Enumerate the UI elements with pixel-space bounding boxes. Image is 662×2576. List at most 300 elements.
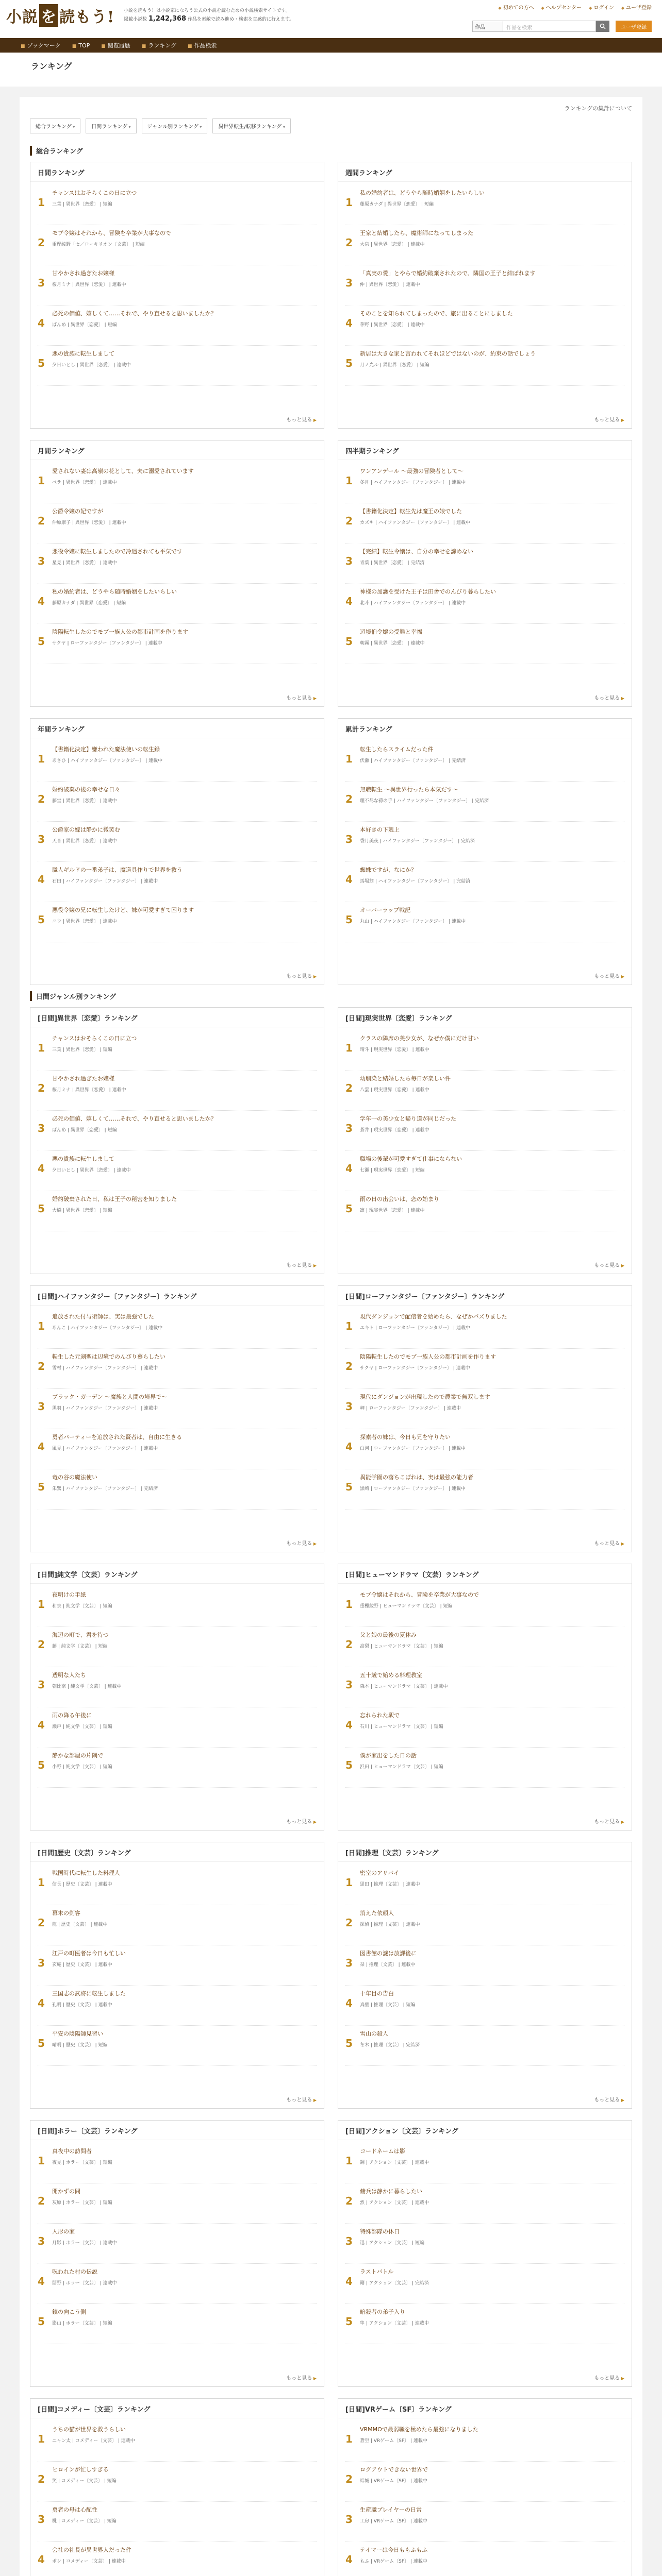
novel-title-link[interactable]: チャンスはおそらくこの日に立つ	[52, 190, 137, 196]
rank-number: 3	[38, 833, 45, 845]
toplink-beginner[interactable]: ◆ 初めての方へ	[498, 3, 534, 11]
novel-title-link[interactable]: ワンアンデール ～最強の冒険者として～	[360, 468, 464, 474]
novel-meta: ユキト | ローファンタジー〔ファンタジー〕 | 連載中	[360, 1326, 470, 1331]
tab-isekai[interactable]: 異世界転生/転移ランキング ▾	[212, 118, 291, 133]
ranking-item	[38, 2183, 317, 2224]
more-link[interactable]: もっと見る ▶	[594, 693, 624, 701]
novel-title-link[interactable]: 勇者の母は心配性	[52, 2506, 97, 2513]
novel-title-link[interactable]: 婚約破棄の後の幸せな日々	[52, 786, 120, 793]
ranking-list	[338, 738, 632, 945]
ranking-list	[30, 1584, 324, 1791]
ranking-list	[30, 738, 324, 945]
more-link[interactable]: もっと見る ▶	[594, 415, 624, 423]
rank-number: 2	[345, 236, 353, 249]
ranking-item	[345, 2462, 624, 2502]
novel-title-link[interactable]: ブラック・ガーデン ～魔族と人間の境界で～	[52, 1394, 168, 1400]
novel-meta: 蒼空 | VRゲーム〔SF〕 | 連載中	[360, 2438, 427, 2444]
item-body	[52, 866, 317, 897]
item-body	[360, 866, 624, 897]
nav-bookmark[interactable]: ■ ブックマーク	[21, 41, 61, 49]
rank-number: 1	[38, 1320, 45, 1332]
novel-meta: ユウ | 異世界〔恋愛〕 | 連載中	[52, 919, 117, 924]
item-body	[52, 1473, 317, 1505]
novel-title-link[interactable]: 僕が家出をした日の話	[360, 1752, 417, 1759]
novel-title-link[interactable]: 陰陽転生したのでモブ一族人公の都市計画を作ります	[360, 1353, 496, 1360]
ranking-item	[345, 1627, 624, 1667]
novel-title-link[interactable]: 父と娘の最後の夏休み	[360, 1632, 417, 1638]
search-input[interactable]: 作品を検索	[503, 21, 596, 32]
novel-title-link[interactable]: 図書館の謎は放課後に	[360, 1950, 417, 1957]
novel-title-link[interactable]: 会社の社長が異世界人だった件	[52, 2547, 131, 2553]
item-body	[52, 189, 317, 221]
novel-title-link[interactable]: ログアウトできない世界で	[360, 2466, 428, 2473]
novel-title-link[interactable]: 職人ギルドの一番弟子は、魔道具作りで世界を救う	[52, 867, 183, 873]
novel-meta: 烈 | アクション〔文芸〕 | 連載中	[360, 2200, 429, 2206]
novel-title-link[interactable]: 【完結】転生令嬢は、自分の幸せを諦めない	[360, 548, 473, 555]
novel-title-link[interactable]: 甘やかされ過ぎたお嬢様	[52, 1075, 114, 1082]
more-link[interactable]: もっと見る ▶	[594, 1261, 624, 1268]
novel-title-link[interactable]: 新居は大きな家と言われてそれほどではないのが、約束の話でしょう	[360, 350, 536, 357]
panel-title: 月間ランキング	[30, 440, 324, 460]
novel-title-link[interactable]: テイマーは今日ももふもふ	[360, 2547, 428, 2553]
novel-meta: 高梨 | ヒューマンドラマ〔文芸〕 | 短編	[360, 1644, 443, 1649]
novel-title-link[interactable]: 王家と結婚したら、魔術師になってしまった	[360, 230, 473, 236]
novel-title-link[interactable]: 江戸の町医者は今日も忙しい	[52, 1950, 126, 1957]
novel-meta: 迅 | アクション〔文芸〕 | 短編	[360, 2241, 425, 2246]
rank-number: 4	[38, 1162, 45, 1175]
rank-number: 3	[345, 833, 353, 845]
more-link[interactable]: もっと見る ▶	[286, 1539, 317, 1547]
rank-number: 4	[38, 317, 45, 329]
panel-title: [日間]歴史〔文芸〕ランキング	[30, 1842, 324, 1862]
more-link[interactable]: もっと見る ▶	[286, 972, 317, 979]
novel-meta: 凛 | 現実世界〔恋愛〕 | 連載中	[360, 1208, 425, 1213]
more-link[interactable]: もっと見る ▶	[286, 2095, 317, 2103]
ranking-panel	[338, 1564, 632, 1831]
ranking-item	[345, 1349, 624, 1389]
novel-title-link[interactable]: 「真実の愛」とやらで婚約破棄されたので、隣国の王子と結ばれます	[360, 270, 536, 277]
panel-title: 四半期ランキング	[338, 440, 632, 460]
rank-number: 3	[345, 1679, 353, 1691]
item-body	[360, 1752, 624, 1783]
novel-title-link[interactable]: ヒロインが忙しすぎる	[52, 2466, 109, 2473]
novel-meta: 星見 | 異世界〔恋愛〕 | 連載中	[52, 561, 117, 566]
item-body	[360, 2147, 624, 2179]
novel-title-link[interactable]: 辺境伯令嬢の受難と幸福	[360, 629, 422, 635]
ranking-item	[38, 1865, 317, 1905]
ranking-list	[30, 1306, 324, 1513]
panel-title: [日間]ホラー〔文芸〕ランキング	[30, 2121, 324, 2140]
novel-meta: 朱鷺 | ハイファンタジー〔ファンタジー〕 | 完結済	[52, 1486, 158, 1492]
novel-meta: 茅野 | 異世界〔恋愛〕 | 連載中	[360, 323, 425, 328]
item-body	[360, 1035, 624, 1066]
more-link[interactable]: もっと見る ▶	[594, 2374, 624, 2381]
novel-title-link[interactable]: 私の婚約者は、どうやら随時婚姻をしたいらしい	[360, 190, 485, 196]
rank-number: 3	[38, 555, 45, 567]
item-body	[360, 1671, 624, 1703]
novel-title-link[interactable]: 悪役令嬢の兄に転生したけど、妹が可愛すぎて困ります	[52, 907, 194, 913]
item-body	[360, 1909, 624, 1941]
item-body	[360, 1115, 624, 1146]
novel-title-link[interactable]: 消えた依頼人	[360, 1910, 394, 1917]
novel-count: 1,242,368	[148, 15, 187, 23]
rank-number: 5	[38, 357, 45, 369]
panel-title: 週間ランキング	[338, 162, 632, 182]
more-link[interactable]: もっと見る ▶	[286, 2374, 317, 2381]
rank-number: 3	[345, 555, 353, 567]
item-body	[360, 628, 624, 659]
search-type-select[interactable]: 作品	[472, 21, 503, 32]
more-link[interactable]: もっと見る ▶	[594, 1539, 624, 1547]
rank-number: 3	[345, 2235, 353, 2247]
novel-title-link[interactable]: チャンスはおそらくこの日に立つ	[52, 1035, 137, 1042]
rank-number: 5	[345, 1759, 353, 1771]
novel-title-link[interactable]: 公爵家の嫁は静かに微笑む	[52, 826, 120, 833]
ranking-item	[38, 1627, 317, 1667]
ranking-item	[38, 1748, 317, 1788]
ranking-item	[345, 1707, 624, 1748]
novel-title-link[interactable]: 特殊部隊の休日	[360, 2228, 400, 2235]
ranking-item	[38, 584, 317, 624]
novel-title-link[interactable]: 甘やかされ過ぎたお嬢様	[52, 270, 114, 277]
rank-number: 1	[345, 753, 353, 765]
site-header	[0, 0, 662, 38]
novel-meta: 大泉 | 異世界〔恋愛〕 | 連載中	[360, 242, 425, 247]
novel-meta: 藤原カナダ | 異世界〔恋愛〕 | 短編	[360, 202, 434, 207]
toplink-register[interactable]: ◆ ユーザ登録	[621, 3, 652, 11]
novel-meta: 藤堂 | 異世界〔恋愛〕 | 連載中	[52, 799, 117, 804]
ranking-panel	[338, 1842, 632, 2109]
novel-title-link[interactable]: コードネームは影	[360, 2148, 405, 2155]
rank-number: 1	[38, 2155, 45, 2167]
novel-title-link[interactable]: 婚約破棄された日、私は王子の秘密を知りました	[52, 1196, 177, 1202]
ranking-panel	[30, 1285, 324, 1552]
rank-number: 3	[345, 2513, 353, 2526]
ranking-panel	[30, 718, 324, 985]
novel-meta: 晴斗 | 現実世界〔恋愛〕 | 連載中	[360, 1047, 429, 1053]
novel-meta: 龍 | 歴史〔文芸〕 | 連載中	[52, 1922, 108, 1927]
ranking-tabs	[30, 118, 632, 133]
novel-title-link[interactable]: 必死の価値、嬉しくて……それで、やり直せると思いましたか？	[52, 310, 217, 317]
item-body	[360, 2268, 624, 2299]
novel-title-link[interactable]: 鏡の向こう側	[52, 2309, 86, 2315]
ranking-item	[345, 1905, 624, 1945]
ranking-item	[345, 265, 624, 306]
ranking-panel	[30, 162, 324, 429]
ranking-item	[345, 346, 624, 386]
panel-title: [日間]異世界〔恋愛〕ランキング	[30, 1008, 324, 1027]
novel-title-link[interactable]: 平安の陰陽師見習い	[52, 2030, 103, 2037]
rank-number: 2	[345, 2195, 353, 2207]
novel-title-link[interactable]: 神様の加護を受けた王子は田舎でのんびり暮らしたい	[360, 588, 496, 595]
novel-meta: 森本 | ヒューマンドラマ〔文芸〕 | 連載中	[360, 1684, 448, 1689]
novel-title-link[interactable]: 悪役令嬢に転生しましたので冷遇されても平気です	[52, 548, 183, 555]
item-body	[52, 1035, 317, 1066]
novel-meta: 冬月 | ハイファンタジー〔ファンタジー〕 | 連載中	[360, 480, 466, 485]
novel-title-link[interactable]: 三国志の武将に転生しました	[52, 1990, 126, 1997]
novel-title-link[interactable]: 竜の谷の魔法使い	[52, 1474, 97, 1481]
ranking-item	[38, 346, 317, 386]
novel-title-link[interactable]: 転生したらスライムだった件	[360, 746, 434, 753]
novel-meta: 白河 | ローファンタジー〔ファンタジー〕 | 連載中	[360, 1446, 466, 1451]
item-body	[360, 507, 624, 539]
ranking-item	[38, 1587, 317, 1627]
item-body	[360, 2308, 624, 2340]
item-body	[360, 588, 624, 619]
page-title: ランキング	[31, 61, 72, 71]
more-link[interactable]: もっと見る ▶	[594, 1817, 624, 1825]
novel-title-link[interactable]: 忘れられた駅で	[360, 1712, 400, 1719]
novel-title-link[interactable]: クラスの隣席の美少女が、なぜか僕にだけ甘い	[360, 1035, 479, 1042]
novel-title-link[interactable]: 愛されない妻は高嶺の花として、夫に溺愛されています	[52, 468, 194, 474]
panel-title: [日間]コメディー〔文芸〕ランキング	[30, 2399, 324, 2418]
novel-title-link[interactable]: 夜明けの手紙	[52, 1591, 86, 1598]
item-body	[360, 1990, 624, 2021]
novel-title-link[interactable]: 公爵令嬢の妃ですが	[52, 508, 103, 515]
novel-title-link[interactable]: 現代ダンジョンで配信者を始めたら、なぜかバズりました	[360, 1313, 507, 1320]
novel-title-link[interactable]: 真夜中の訪問者	[52, 2148, 92, 2155]
rank-number: 3	[345, 277, 353, 289]
ranking-item	[345, 1151, 624, 1191]
ranking-item	[38, 2542, 317, 2576]
rank-number: 1	[38, 474, 45, 487]
novel-title-link[interactable]: 蜘蛛ですが、なにか？	[360, 867, 417, 873]
rank-number: 3	[38, 1122, 45, 1134]
item-body	[360, 2466, 624, 2497]
item-body	[52, 1195, 317, 1227]
novel-title-link[interactable]: 五十歳で始める料理教室	[360, 1672, 422, 1679]
novel-title-link[interactable]: 戦国時代に転生した料理人	[52, 1870, 120, 1876]
ranking-item	[345, 1986, 624, 2026]
novel-meta: 桜月ミナ | 異世界〔恋愛〕 | 連載中	[52, 282, 126, 287]
novel-title-link[interactable]: 海辺の町で、君を待つ	[52, 1632, 109, 1638]
more-link[interactable]: もっと見る ▶	[286, 415, 317, 423]
rank-number: 5	[345, 1202, 353, 1215]
novel-title-link[interactable]: うちの猫が世界を救うらしい	[52, 2426, 126, 2433]
item-body	[360, 1433, 624, 1465]
ranking-item	[345, 225, 624, 265]
ranking-panel	[338, 718, 632, 985]
novel-title-link[interactable]: 現代にダンジョンが出現したので農業で無双します	[360, 1394, 490, 1400]
novel-title-link[interactable]: 傭兵は静かに暮らしたい	[360, 2188, 422, 2195]
item-body	[360, 1075, 624, 1106]
novel-title-link[interactable]: 【書籍化決定】転生先は魔王の娘でした	[360, 508, 462, 515]
novel-meta: 笑 | コメディー〔文芸〕 | 短編	[52, 2479, 117, 2484]
panel-title: [日間]現実世界〔恋愛〕ランキング	[338, 1008, 632, 1027]
novel-title-link[interactable]: 【書籍化決定】嫌われた魔法使いの転生録	[52, 746, 160, 753]
item-body	[360, 2546, 624, 2576]
rank-number: 5	[345, 913, 353, 926]
rank-number: 4	[345, 1719, 353, 1731]
novel-title-link[interactable]: 追放された付与術師は、実は最強でした	[52, 1313, 154, 1320]
rank-number: 2	[38, 515, 45, 527]
novel-title-link[interactable]: そのことを知られてしまったので、旅に出ることにしました	[360, 310, 513, 317]
ranking-item	[345, 1111, 624, 1151]
novel-meta: 丸山 | ハイファンタジー〔ファンタジー〕 | 連載中	[360, 919, 466, 924]
ranking-item	[38, 1389, 317, 1429]
novel-title-link[interactable]: 転生した元剣聖は辺境でのんびり暮らしたい	[52, 1353, 166, 1360]
ranking-item	[38, 741, 317, 782]
rank-number: 2	[38, 1082, 45, 1094]
ranking-item	[38, 1945, 317, 1986]
novel-title-link[interactable]: 生産職プレイヤーの日常	[360, 2506, 422, 2513]
item-body	[52, 1075, 317, 1106]
novel-meta: 香月美夜 | ハイファンタジー〔ファンタジー〕 | 完結済	[360, 839, 475, 844]
nav-search[interactable]: ■ 作品検索	[188, 41, 217, 49]
more-link[interactable]: もっと見る ▶	[594, 2095, 624, 2103]
ranking-item	[345, 463, 624, 503]
novel-title-link[interactable]: 学年一の美少女と帰り道が同じだった	[360, 1115, 456, 1122]
item-body	[52, 1869, 317, 1901]
novel-title-link[interactable]: 雪山の殺人	[360, 2030, 388, 2037]
item-body	[360, 269, 624, 301]
novel-meta: 石田 | ハイファンタジー〔ファンタジー〕 | 連載中	[52, 879, 158, 884]
ranking-content	[20, 97, 642, 2576]
novel-title-link[interactable]: モブ令嬢はそれから、冒険を卒業が大事なので	[52, 230, 171, 236]
register-button[interactable]: ユーザ登録	[616, 21, 652, 32]
tab-genre[interactable]: ジャンル別ランキング ▾	[142, 118, 208, 133]
ranking-list	[30, 1862, 324, 2069]
toplink-help[interactable]: ◆ ヘルプセンター	[541, 3, 582, 11]
ranking-item	[345, 1469, 624, 1510]
ranking-list	[338, 460, 632, 667]
rank-number: 3	[38, 2513, 45, 2526]
novel-title-link[interactable]: 雨の降る午後に	[52, 1712, 92, 1719]
novel-title-link[interactable]: 幕末の剣客	[52, 1910, 80, 1917]
novel-meta: 冬木 | 推理〔文芸〕 | 完結済	[360, 2043, 420, 2048]
novel-title-link[interactable]: 探索者の妹は、今日も兄を守りたい	[360, 1434, 451, 1440]
novel-title-link[interactable]: モブ令嬢はそれから、冒険を卒業が大事なので	[360, 1591, 479, 1598]
panel-title: [日間]VRゲーム〔SF〕ランキング	[338, 2399, 632, 2418]
ranking-item	[38, 1191, 317, 1231]
more-link[interactable]: もっと見る ▶	[286, 1817, 317, 1825]
item-body	[52, 1631, 317, 1663]
rank-number: 5	[345, 2037, 353, 2049]
novel-title-link[interactable]: 幼馴染と結婚したら毎日が楽しい件	[360, 1075, 451, 1082]
ranking-item	[38, 1707, 317, 1748]
novel-title-link[interactable]: VRMMOで最弱職を極めたら最強になりました	[360, 2426, 478, 2433]
novel-title-link[interactable]: 開かずの間	[52, 2188, 80, 2195]
ranking-item	[38, 225, 317, 265]
novel-title-link[interactable]: 私の婚約者は、どうやら随時婚姻をしたいらしい	[52, 588, 177, 595]
ranking-groups	[30, 146, 632, 2576]
more-link[interactable]: もっと見る ▶	[594, 972, 624, 979]
novel-meta: ぱんめ | 異世界〔恋愛〕 | 短編	[52, 323, 117, 328]
novel-title-link[interactable]: 勇者パーティーを追放された賢者は、自由に生きる	[52, 1434, 183, 1440]
nav-top[interactable]: ■ TOP	[72, 42, 90, 49]
ranking-item	[38, 1030, 317, 1071]
more-link[interactable]: もっと見る ▶	[286, 1261, 317, 1268]
novel-title-link[interactable]: 透明な人たち	[52, 1672, 86, 1679]
rank-number: 5	[38, 913, 45, 926]
novel-meta: 晴明 | 歴史〔文芸〕 | 短編	[52, 2043, 108, 2048]
item-body	[360, 467, 624, 499]
rank-number: 1	[345, 1042, 353, 1054]
ranking-list	[338, 1862, 632, 2069]
novel-title-link[interactable]: ラストバトル	[360, 2268, 394, 2275]
ranking-item	[38, 2421, 317, 2462]
novel-meta: 北斗 | ハイファンタジー〔ファンタジー〕 | 連載中	[360, 601, 466, 606]
item-body	[360, 2506, 624, 2537]
item-body	[360, 1195, 624, 1227]
novel-title-link[interactable]: 呪われた村の伝説	[52, 2268, 97, 2275]
rank-number: 3	[38, 1679, 45, 1691]
toplink-login[interactable]: ◆ ログイン	[589, 3, 614, 11]
ranking-item	[38, 862, 317, 902]
search-button[interactable]	[596, 21, 609, 32]
novel-title-link[interactable]: 人形の家	[52, 2228, 75, 2235]
rank-number: 1	[38, 196, 45, 209]
novel-meta: 黒田 | 推理〔文芸〕 | 連載中	[360, 1882, 420, 1887]
tab-overall[interactable]: 総合ランキング ▾	[30, 118, 80, 133]
item-body	[52, 1752, 317, 1783]
novel-title-link[interactable]: 職場の後輩が可愛すぎて仕事にならない	[360, 1156, 462, 1162]
novel-title-link[interactable]: 静かな部屋の片隅で	[52, 1752, 103, 1759]
novel-title-link[interactable]: 密室のアリバイ	[360, 1870, 400, 1876]
rank-number: 4	[345, 873, 353, 886]
ranking-item	[345, 1389, 624, 1429]
ranking-item	[345, 1191, 624, 1231]
rank-number: 4	[345, 1997, 353, 2009]
ranking-item	[345, 1030, 624, 1071]
site-logo[interactable]	[6, 4, 114, 27]
novel-meta: 夜見 | ホラー〔文芸〕 | 短編	[52, 2160, 112, 2165]
more-link[interactable]: もっと見る ▶	[286, 693, 317, 701]
rank-number: 4	[345, 1440, 353, 1453]
ranking-list	[30, 2418, 324, 2576]
novel-title-link[interactable]: 必死の価値、嬉しくて……それで、やり直せると思いましたか？	[52, 1115, 217, 1122]
tab-daily[interactable]: 日間ランキング ▾	[86, 118, 136, 133]
novel-title-link[interactable]: 悪の貴族に転生しまして	[52, 350, 114, 357]
novel-title-link[interactable]: 陰陽転生したのでモブ一族人公の都市計画を作ります	[52, 629, 188, 635]
ranking-help-link[interactable]: ランキングの集計について	[564, 105, 632, 112]
ranking-item	[38, 1429, 317, 1469]
novel-title-link[interactable]: 無職転生 ～異世界行ったら本気だす～	[360, 786, 458, 793]
novel-meta: 七瀬 | 現実世界〔恋愛〕 | 短編	[360, 1168, 425, 1173]
novel-title-link[interactable]: 暗殺者の弟子入り	[360, 2309, 405, 2315]
item-body	[360, 1155, 624, 1187]
ranking-item	[38, 265, 317, 306]
novel-title-link[interactable]: オーバーラップ戦記	[360, 907, 411, 913]
rank-number: 1	[38, 753, 45, 765]
ranking-item	[345, 822, 624, 862]
nav-history[interactable]: ■ 閲覧履歴	[101, 41, 130, 49]
nav-ranking[interactable]: ■ ランキング	[142, 41, 176, 49]
novel-meta: 鋼 | アクション〔文芸〕 | 連載中	[360, 2160, 429, 2165]
item-body	[360, 1313, 624, 1344]
rank-number: 1	[38, 1876, 45, 1889]
novel-title-link[interactable]: 本好きの下剋上	[360, 826, 400, 833]
ranking-panel	[338, 440, 632, 707]
rank-number: 2	[345, 793, 353, 805]
novel-meta: 玄庵 | 歴史〔文芸〕 | 連載中	[52, 1962, 112, 1968]
panel-title: [日間]ハイファンタジー〔ファンタジー〕ランキング	[30, 1286, 324, 1306]
rank-number: 2	[345, 1360, 353, 1372]
rank-number: 4	[38, 1440, 45, 1453]
novel-meta: 瀬戸 | 純文学〔文芸〕 | 短編	[52, 1724, 112, 1730]
panel-grid	[30, 1007, 632, 2576]
novel-title-link[interactable]: 異能学園の落ちこぼれは、実は最強の能力者	[360, 1474, 473, 1481]
rank-number: 2	[345, 1917, 353, 1929]
novel-title-link[interactable]: 悪の貴族に転生しまして	[52, 1156, 114, 1162]
ranking-list	[338, 2418, 632, 2576]
item-body	[360, 826, 624, 857]
novel-title-link[interactable]: 雨の日の出会いは、恋の始まり	[360, 1196, 439, 1202]
item-body	[52, 1950, 317, 1981]
ranking-item	[38, 1309, 317, 1349]
novel-title-link[interactable]: 十年目の告白	[360, 1990, 394, 1997]
rank-number: 2	[38, 793, 45, 805]
